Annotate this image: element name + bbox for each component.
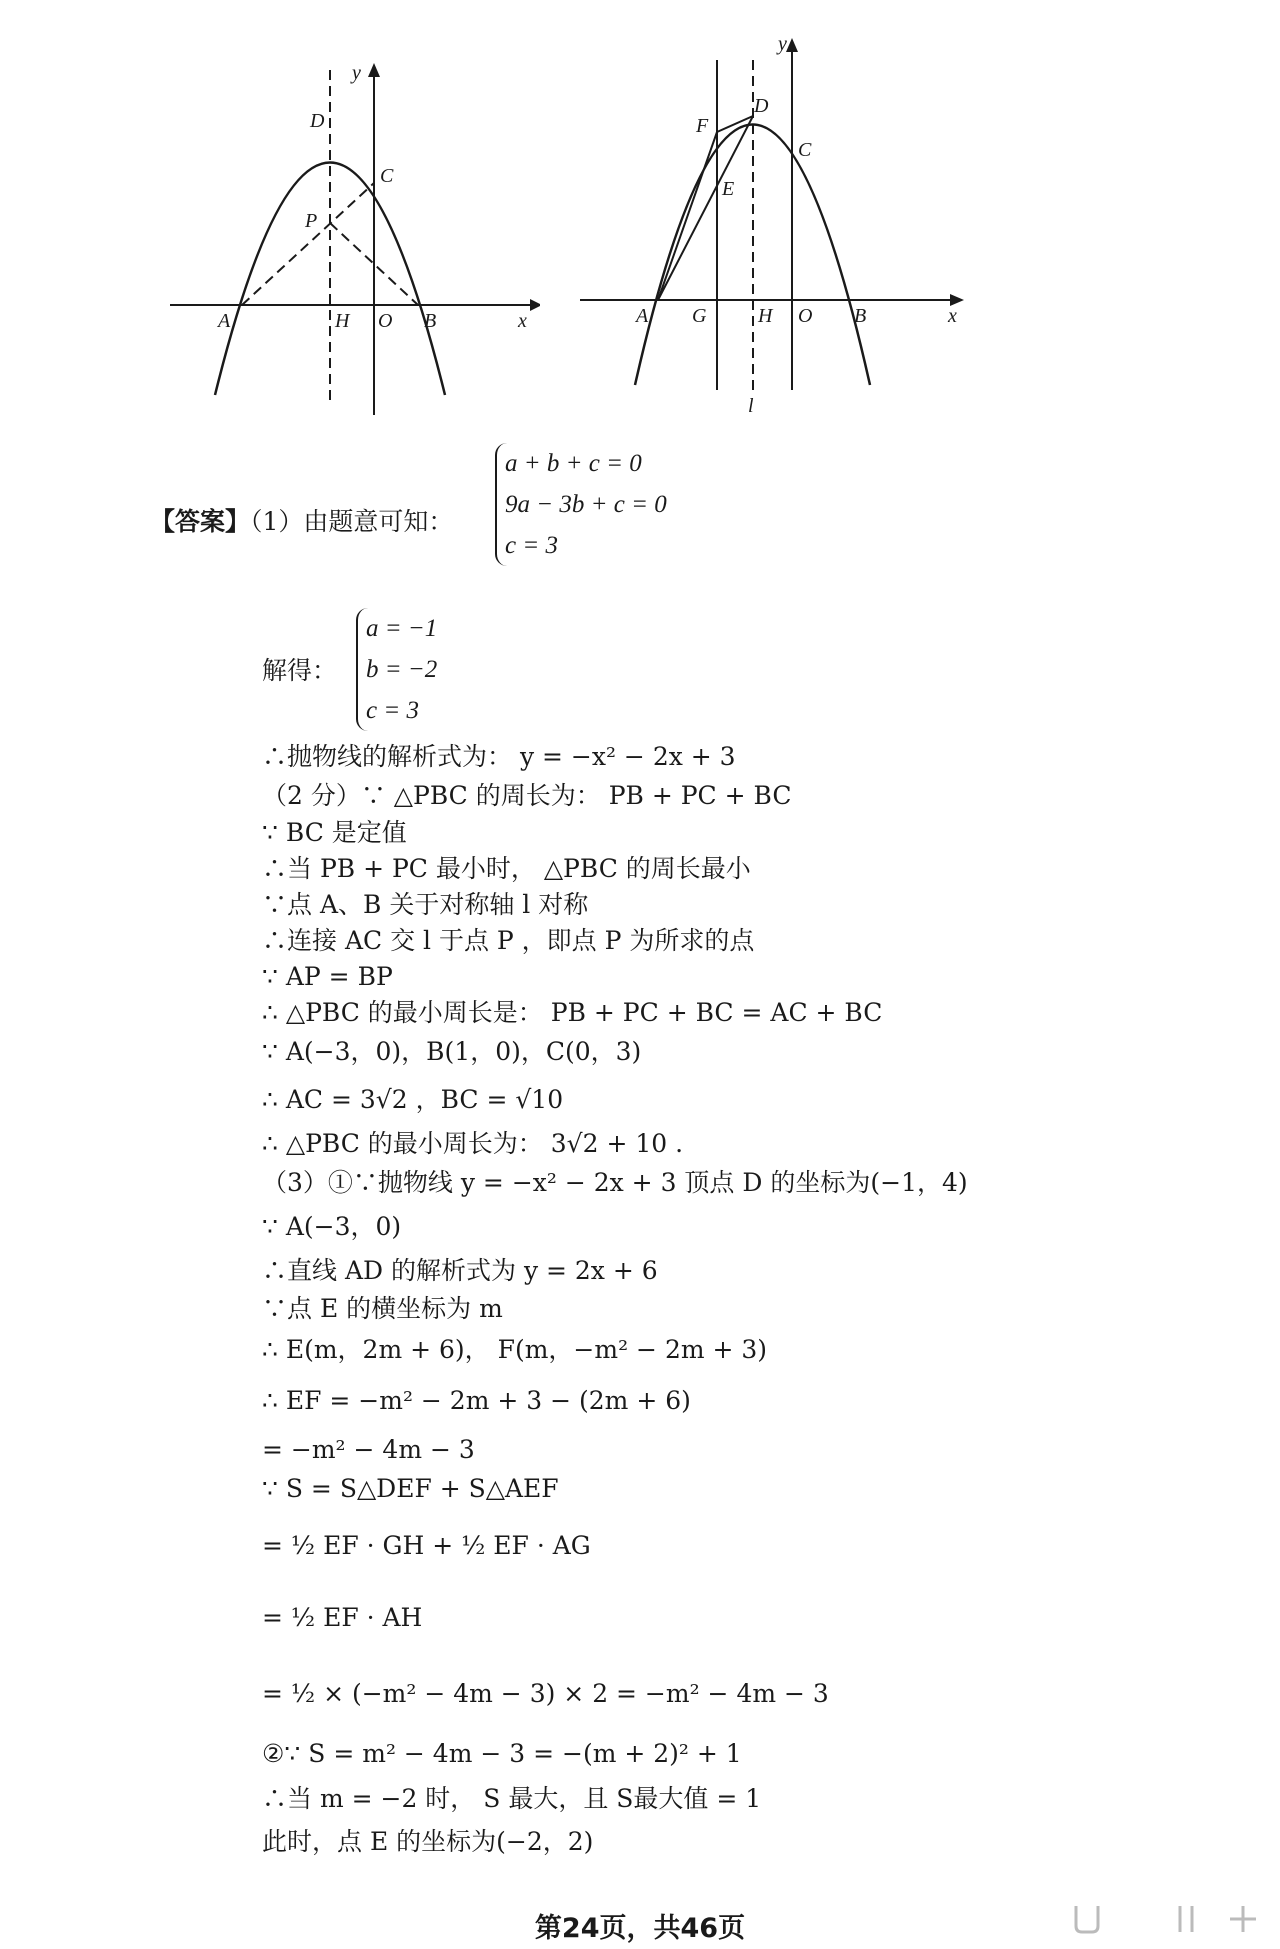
x-axis-arrow [530,299,540,311]
label-x: x [518,310,527,332]
label-h: H [758,305,773,327]
system2-eq-2: b = −2 [366,656,438,683]
system1-eq-3: c = 3 [505,532,558,559]
page-toggle-icon[interactable] [1170,1902,1204,1936]
label-d: D [310,110,325,132]
label-y: y [352,62,361,84]
solution-line: ∵点 E 的横坐标为 m [262,1294,503,1323]
solution-line: （2 分）∵ △PBC 的周长为： PB + PC + BC [262,781,792,810]
scroll-indicator-icon[interactable] [1070,1902,1104,1936]
label-l: l [748,395,754,417]
solution-line: ∴ △PBC 的最小周长是： PB + PC + BC = AC + BC [262,998,883,1027]
solution-line: ∴抛物线的解析式为： y = −x² − 2x + 3 [262,742,736,771]
y-axis-arrow [786,38,798,52]
solution-line: ∵ A(−3，0) [262,1212,402,1241]
solution-line: ∵ AP = BP [262,962,393,991]
label-h: H [335,310,350,332]
label-f: F [696,115,709,137]
solution-line: ∴直线 AD 的解析式为 y = 2x + 6 [262,1256,658,1285]
solution-line: ∴ EF = −m² − 2m + 3 − (2m + 6) [262,1386,691,1415]
answer-tag: 【答案】 [150,507,251,536]
solution-line: ∴当 m = −2 时， S 最大，且 S最大值 = 1 [262,1784,762,1813]
label-x: x [948,305,957,327]
page-footer: 第24页，共46页 [534,1913,746,1944]
equation-system-2 [356,608,437,731]
label-a: A [218,310,231,332]
label-p: P [305,210,318,232]
label-y: y [778,33,787,55]
answer-intro [150,506,453,538]
system1-eq-2: 9a − 3b + c = 0 [505,491,667,518]
solution-line: = ½ EF · AH [262,1603,423,1632]
label-g: G [692,305,707,327]
solution-line: = ½ EF · GH + ½ EF · AG [262,1531,591,1560]
solution-line: ②∵ S = m² − 4m − 3 = −(m + 2)² + 1 [262,1739,742,1768]
solution-line: 此时，点 E 的坐标为(−2，2) [262,1827,594,1856]
system2-eq-1: a = −1 [366,615,438,642]
solution-line: ∵ BC 是定值 [262,818,407,847]
solve-label: 解得： [262,656,338,685]
solution-line: ∵ S = S△DEF + S△AEF [262,1474,559,1503]
equation-system-1 [495,443,667,566]
label-c: C [380,165,394,187]
solution-line: ∵ A(−3，0)，B(1，0)，C(0，3) [262,1037,642,1066]
figure-parabola-1 [160,55,540,425]
label-o: O [378,310,393,332]
label-o: O [798,305,813,327]
y-axis-arrow [368,63,380,77]
label-d: D [754,95,769,117]
solution-line: ∴ E(m，2m + 6)， F(m，−m² − 2m + 3) [262,1335,768,1364]
expand-icon[interactable] [1226,1902,1260,1936]
label-b: B [424,310,437,332]
line-af [658,132,717,300]
solution-line: ∴ AC = 3√2 ，BC = √10 [262,1085,564,1114]
solution-line: = ½ × (−m² − 4m − 3) × 2 = −m² − 4m − 3 [262,1679,829,1708]
system2-eq-3: c = 3 [366,697,419,724]
label-a: A [636,305,649,327]
solution-line: ∴ △PBC 的最小周长为： 3√2 + 10 . [262,1129,684,1158]
answer-intro-text: （1）由题意可知： [250,507,454,536]
label-c: C [798,139,812,161]
label-b: B [854,305,867,327]
solution-line: ∵点 A、B 关于对称轴 l 对称 [262,890,589,919]
line-ad [658,116,753,300]
solution-line: （3）①∵抛物线 y = −x² − 2x + 3 顶点 D 的坐标为(−1，4) [262,1168,968,1197]
solution-line: ∴当 PB + PC 最小时， △PBC 的周长最小 [262,854,751,883]
solution-line: = −m² − 4m − 3 [262,1435,475,1464]
system1-eq-1: a + b + c = 0 [505,450,642,477]
label-e: E [722,178,735,200]
solution-line: ∴连接 AC 交 l 于点 P ，即点 P 为所求的点 [262,926,755,955]
figure-parabola-2 [570,30,970,420]
